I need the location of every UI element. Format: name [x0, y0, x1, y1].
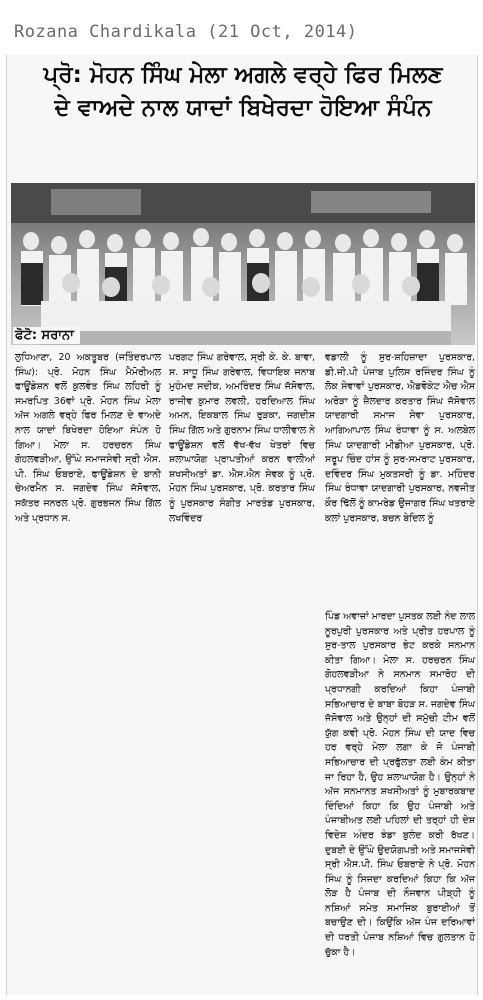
masthead: Rozana Chardikala (21 Oct, 2014)	[14, 22, 358, 42]
article-paragraph: ਵਡਾਲੀ ਨੂੰ ਸੁਰ-ਸ਼ਹਿਜ਼ਾਦਾ ਪੁਰਸਕਾਰ, ਡੀ.ਜੀ.ਪੀ ਪੰਜਾਬ ਪੁਲਿਸ ਰਜਿੰਦਰ ਸਿੰਘ ਨੂੰ ਲੋਕ ਸੇਵਾਵਾਂ ਪੁਰਸਕਾਰ, ਐਡਵੋਕੇਟ ਐਚ ਐਸ ਅਰੋੜਾ ਨੂੰ ਜ਼ੈਲਦਾਰ ਕਰਤਾਰ ਸਿੰਘ ਜੱਸੋਵਾਲ ਯਾਦਗਾਰੀ ਸਮਾਜ ਸੇਵਾ ਪੁਰਸਕਾਰ, ਆਗਿਆਪਾਲ ਸਿੰਘ ਰੰਧਾਵਾ ਨੂੰ ਸ. ਅਲਬੇਲ ਸਿੰਘ ਯਾਦਗਾਰੀ ਮੀਡੀਆ ਪੁਰਸਕਾਰ, ਪ੍ਰੋ. ਸਰੂਪ ਚਿੰਦ ਹਾਂਸ ਨੂੰ ਸੁਰ-ਸਮਰਾਟ ਪੁਰਸਕਾਰ, ਦਵਿੰਦਰ ਸਿੰਘ ਮੁਕਤਸਰੀ ਨੂੰ ਡਾ. ਮਹਿੰਦਰ ਸਿੰਘ ਰੰਧਾਵਾ ਯਾਦਗਾਰੀ ਪੁਰਸਕਾਰ, ਨਵਜੀਤ ਕੌਰ ਢਿੱਲੋਂ ਨੂੰ ਕਾਮਰੇਡ ਉਜਾਗਰ ਸਿੰਘ ਖਤਰਾਏ ਕਲਾਂ ਪੁਰਸਕਾਰ, ਬਚਨ ਬੇਦਿਲ ਨੂੰ	[325, 352, 475, 524]
article-paragraph: ਪਰਗਟ ਸਿੰਘ ਗਰੇਵਾਲ, ਸ੍ਰੀ ਕੇ. ਕੇ. ਬਾਵਾ, ਸ. ਸਾਧੂ ਸਿੰਘ ਗਰੇਵਾਲ, ਵਿਧਾਇਕ ਜਨਾਬ ਮੁਹੰਮਦ ਸਦੀਕ, ਅਮਰਿੰਦਰ ਸਿੰਘ ਜੱਸੋਵਾਲ, ਰਾਜੀਵ ਕੁਮਾਰ ਲਵਲੀ, ਹਰਦਿਆਲ ਸਿੰਘ ਅਮਨ, ਇਕਬਾਲ ਸਿੰਘ ਰੁੜਕਾ, ਜਗਦੀਸ਼ ਸਿੰਘ ਗਿੱਲ ਅਤੇ ਗੁਰਨਾਮ ਸਿੰਘ ਧਾਲੀਵਾਲ ਨੇ ਫਾਊਂਡੇਸ਼ਨ ਵਲੋਂ ਵੱਖ-ਵੱਖ ਖੇਤਰਾਂ ਵਿਚ ਸ਼ਲਾਘਾਯੋਗ ਪ੍ਰਾਪਤੀਆਂ ਕਰਨ ਵਾਲੀਆਂ ਸ਼ਖਸੀਅਤਾਂ ਡਾ. ਐਸ.ਐਨ ਸੇਵਕ ਨੂੰ ਪ੍ਰੋ. ਮੋਹਨ ਸਿੰਘ ਪੁਰਸਕਾਰ, ਪ੍ਰੋ. ਕਰਤਾਰ ਸਿੰਘ ਨੂੰ ਪੁਰਸਕਾਰ ਸੰਗੀਤ ਮਾਰਤੰਡ ਪੁਰਸਕਾਰ, ਲਖਵਿੰਦਰ	[169, 352, 315, 524]
photo-credit: ਫੋਟੋ: ਸਰਾਨਾ	[13, 327, 80, 344]
article-paragraph: ਪਿੰਡ ਅਵਾਜ਼ਾਂ ਮਾਰਦਾ ਪੁਸਤਕ ਲਈ ਨੰਦ ਲਾਲ ਨੂਰਪੁਰੀ ਪੁਰਸਕਾਰ ਅਤੇ ਪ੍ਰੀਤ ਹਰਪਾਲ ਨੂੰ ਸੁਰ-ਤਾਲ ਪੁਰਸਕਾਰ ਭੇਟ ਕਰਕੇ ਸਨਮਾਨ ਕੀਤਾ ਗਿਆ। ਮੇਲਾ ਸ. ਹਰਚਰਨ ਸਿੰਘ ਗੋਹਲਵੜੀਆ ਨੇ ਸਨਮਾਨ ਸਮਾਰੋਹ ਦੀ ਪ੍ਰਧਾਨਗੀ ਕਰਦਿਆਂ ਕਿਹਾ ਪੰਜਾਬੀ ਸਭਿਆਚਾਰ ਦੇ ਬਾਬਾ ਬੋਹੜ ਸ. ਜਗਦੇਵ ਸਿੰਘ ਜੱਸੋਵਾਲ ਅਤੇ ਉਨ੍ਹਾਂ ਦੀ ਸਮੁੱਚੀ ਟੀਮ ਵਲੋਂ ਯੁੱਗ ਕਵੀ ਪ੍ਰੋ. ਮੋਹਨ ਸਿੰਘ ਦੀ ਯਾਦ ਵਿਚ ਹਰ ਵਰ੍ਹੇ ਮੇਲਾ ਲਗਾ ਕੇ ਜੋ ਪੰਜਾਬੀ ਸਭਿਆਚਾਰ ਦੀ ਪ੍ਰਫੁੱਲਤਾ ਲਈ ਕੰਮ ਕੀਤਾ ਜਾ ਰਿਹਾ ਹੈ, ਉਹ ਸ਼ਲਾਘਾਯੋਗ ਹੈ। ਉਨ੍ਹਾਂ ਨੇ ਅੱਜ ਸਨਮਾਨਤ ਸ਼ਖਸੀਅਤਾਂ ਨੂੰ ਮੁਬਾਰਕਬਾਦ ਦਿੰਦਿਆਂ ਕਿਹਾ ਕਿ ਉਹ ਪੰਜਾਬੀ ਅਤੇ ਪੰਜਾਬੀਅਤ ਲਈ ਪਹਿਲਾਂ ਦੀ ਤਰ੍ਹਾਂ ਹੀ ਦੇਸ਼ ਵਿਦੇਸ਼ ਅੰਦਰ ਝੰਡਾ ਬੁਲੰਦ ਕਰੀ ਰੱਖਣ। ਦੁਬਈ ਦੇ ਉੱਘੇ ਉਦਯੋਗਪਤੀ ਅਤੇ ਸਮਾਜਸੇਵੀ ਸ੍ਰੀ ਐਸ.ਪੀ. ਸਿੰਘ ਓਬਰਾਏ ਨੇ ਪ੍ਰੋ. ਮੋਹਨ ਸਿੰਘ ਨੂੰ ਸਿਜਦਾ ਕਰਦਿਆਂ ਕਿਹਾ ਕਿ ਅੱਜ ਲੋੜ ਹੈ ਪੰਜਾਬ ਦੀ ਨੌਜਵਾਨ ਪੀੜ੍ਹੀ ਨੂੰ ਨਸ਼ਿਆਂ ਸਮੇਤ ਸਮਾਜਿਕ ਬੁਰਾਈਆਂ ਤੋਂ ਬਚਾਉਣ ਦੀ। ਕਿਉਂਕਿ ਅੱਜ ਪੰਜ ਦਰਿਆਵਾਂ ਦੀ ਧਰਤੀ ਪੰਜਾਬ ਨਸ਼ਿਆਂ ਵਿਚ ਗੁਲਤਾਨ ਹੋ ਚੁੱਕਾ ਹੈ।	[325, 611, 475, 958]
article-paragraph: ਲੁਧਿਆਣਾ, 20 ਅਕਤੂਬਰ (ਜਤਿੰਦਰਪਾਲ ਸਿੰਘ): ਪ੍ਰੋ. ਮੋਹਨ ਸਿੰਘ ਮੈਮੋਰੀਅਲ ਫਾਊਂਡੇਸ਼ਨ ਵਲੋਂ ਕੁਲਵੰਤ ਸਿੰਘ ਲਹਿਰੀ ਨੂੰ ਸਮਰਪਿਤ 36ਵਾਂ ਪ੍ਰੋ. ਮੋਹਨ ਸਿੰਘ ਮੇਲਾ ਅੱਜ ਅਗਲੇ ਵਰ੍ਹੇ ਫਿਰ ਮਿਲਣ ਦੇ ਵਾਅਦੇ ਨਾਲ ਯਾਦਾਂ ਬਿਖੇਰਦਾ ਹੋਇਆ ਸੰਪੰਨ ਹੋ ਗਿਆ। ਮੇਲਾ ਸ. ਹਰਚਰਨ ਸਿੰਘ ਗੋਹਲਵੜੀਆ, ਉੱਘੇ ਸਮਾਜਸੇਵੀ ਸ੍ਰੀ ਐਸ. ਪੀ. ਸਿੰਘ ਓਬਰਾਏ, ਫਾਊਂਡੇਸ਼ਨ ਦੇ ਬਾਨੀ ਚੇਅਰਮੈਨ ਸ. ਜਗਦੇਵ ਸਿੰਘ ਜੱਸੋਵਾਲ, ਸਕੱਤਰ ਜਨਰਲ ਪ੍ਰੋ. ਗੁਰਭਜਨ ਸਿੰਘ ਗਿੱਲ ਅਤੇ ਪ੍ਰਧਾਨ ਸ.	[15, 352, 161, 524]
article-column-2	[169, 351, 315, 526]
group-photo-image	[11, 183, 475, 345]
event-photo	[11, 183, 475, 345]
headline-line-2: ਦੇ ਵਾਅਦੇ ਨਾਲ ਯਾਦਾਂ ਬਿਖੇਰਦਾ ਹੋਇਆ ਸੰਪੰਨ	[54, 95, 432, 121]
article-column-3	[325, 351, 475, 526]
headline-line-1: ਪ੍ਰੋ: ਮੋਹਨ ਸਿੰਘ ਮੇਲਾ ਅਗਲੇ ਵਰ੍ਹੇ ਫਿਰ ਮਿਲਣ	[43, 62, 443, 88]
newspaper-clipping	[6, 55, 478, 995]
article-column-1	[15, 351, 161, 526]
article-column-3-continued	[325, 610, 475, 960]
headline	[15, 59, 471, 125]
